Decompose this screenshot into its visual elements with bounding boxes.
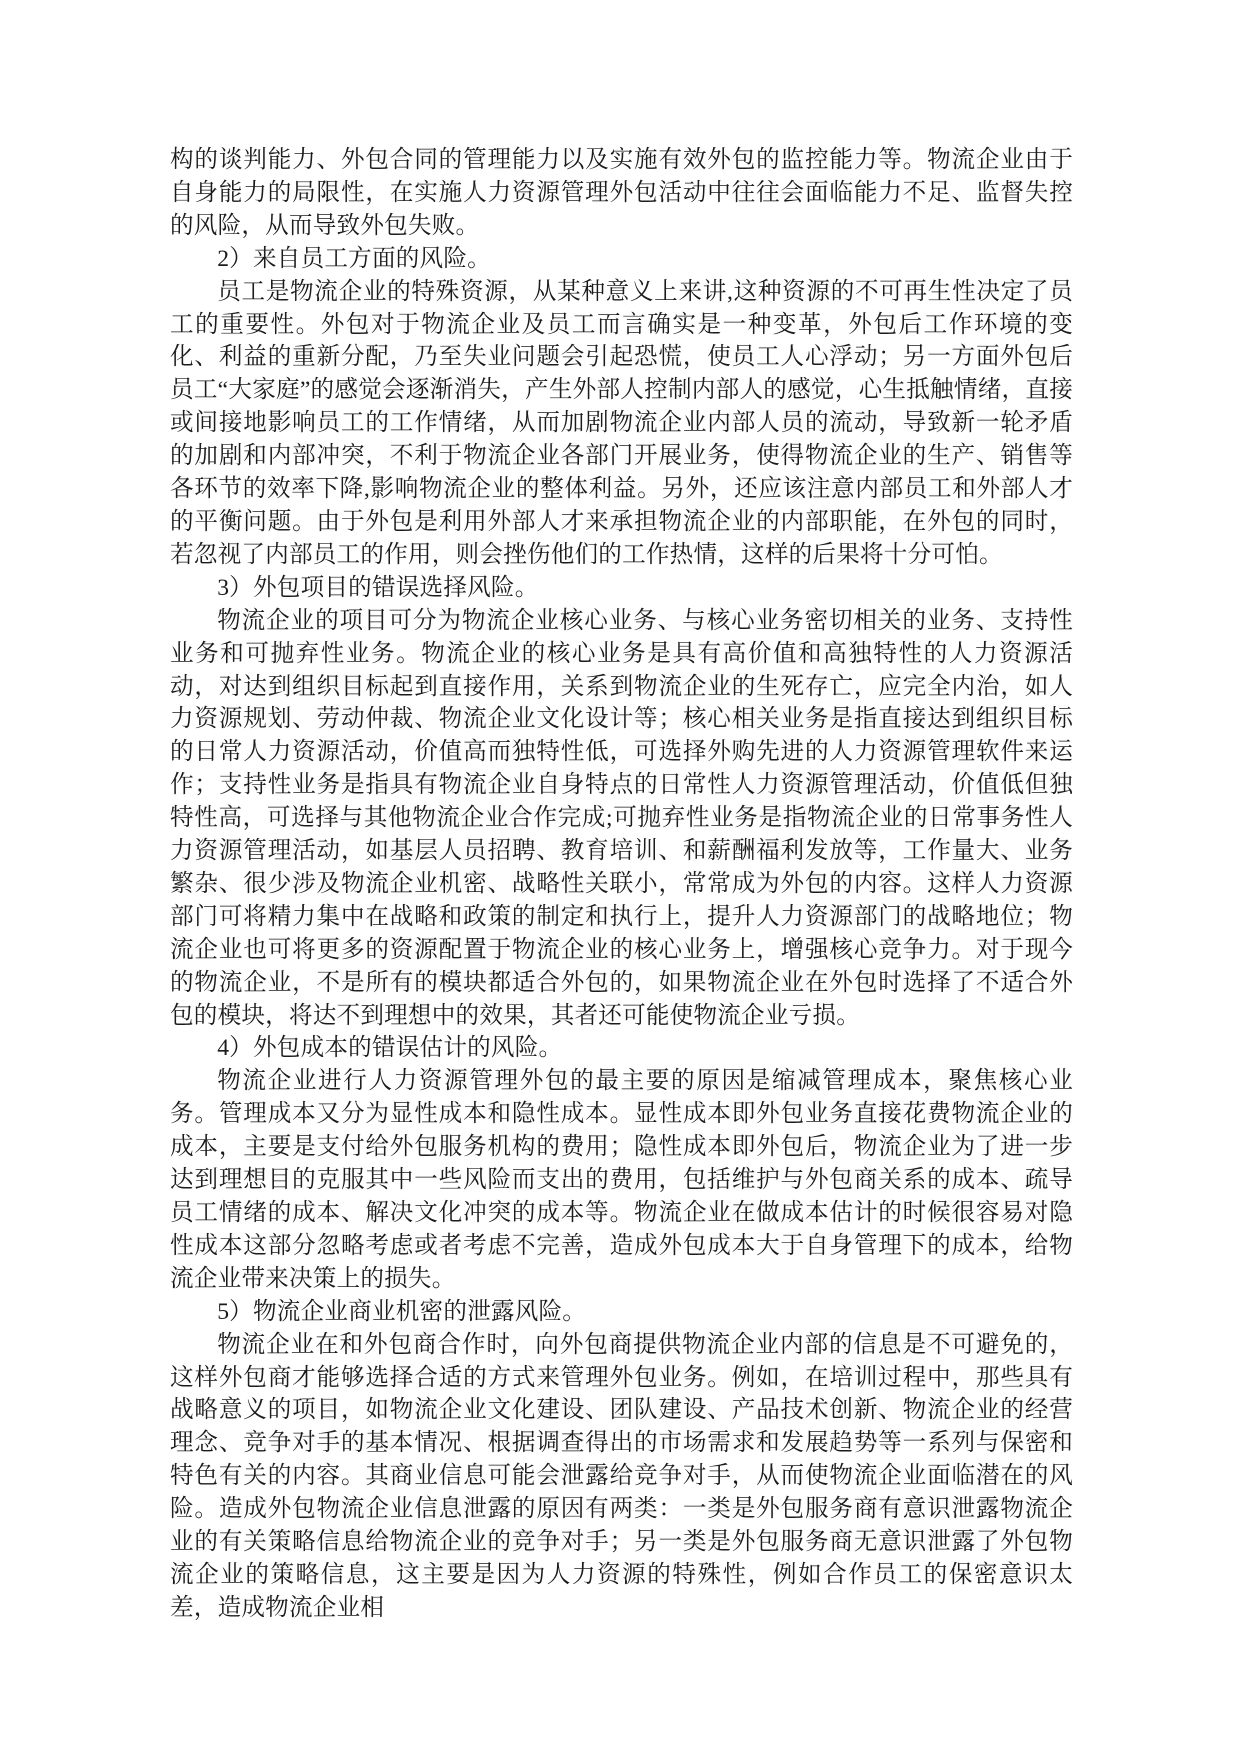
- heading-risk-item-3-project-selection: 3）外包项目的错误选择风险。: [217, 574, 539, 601]
- document-body: [170, 144, 1073, 1625]
- paragraph-project-selection-risk: 物流企业的项目可分为物流企业核心业务、与核心业务密切相关的业务、支持性业务和可抛弃性业务。物流企业的核心业务是具有高价值和高独特性的人力资源活动，对达到组织目标起到直接作用，关系到物流企业的生死存亡，应完全内治，如人力资源规划、劳动仲裁、物流企业文化设计等；核心相关业务是指直接达到组织目标的日常人力资源活动，价值高而独特性低，可选择外购先进的人力资源管理软件来运作；支持性业务是指具有物流企业自身特点的日常性人力资源管理活动，价值低但独特性高，可选择与其他物流企业合作完成;可抛弃性业务是指物流企业的日常事务性人力资源管理活动，如基层人员招聘、教育培训、和薪酬福利发放等，工作量大、业务繁杂、很少涉及物流企业机密、战略性关联小，常常成为外包的内容。这样人力资源部门可将精力集中在战略和政策的制定和执行上，提升人力资源部门的战略地位；物流企业也可将更多的资源配置于物流企业的核心业务上，增强核心竞争力。对于现今的物流企业，不是所有的模块都适合外包的，如果物流企业在外包时选择了不适合外包的模块，将达不到理想中的效果，其者还可能使物流企业亏损。: [170, 607, 1073, 1029]
- heading-risk-item-2-employee: 2）来自员工方面的风险。: [217, 245, 491, 272]
- paragraph-continuation-capability-risk: 构的谈判能力、外包合同的管理能力以及实施有效外包的监控能力等。物流企业由于自身能力的局限性，在实施人力资源管理外包活动中往往会面临能力不足、监督失控的风险，从而导致外包失败。: [170, 147, 1073, 239]
- heading-risk-item-4-cost-estimation: 4）外包成本的错误估计的风险。: [217, 1035, 563, 1062]
- heading-risk-item-5-trade-secret-leak: 5）物流企业商业机密的泄露风险。: [217, 1298, 587, 1325]
- paragraph-trade-secret-leak-risk: 物流企业在和外包商合作时，向外包商提供物流企业内部的信息是不可避免的，这样外包商才能够选择合适的方式来管理外包业务。例如，在培训过程中，那些具有战略意义的项目，如物流企业文化建设、团队建设、产品技术创新、物流企业的经营理念、竞争对手的基本情况、根据调查得出的市场需求和发展趋势等一系列与保密和特色有关的内容。其商业信息可能会泄露给竞争对手，从而使物流企业面临潜在的风险。造成外包物流企业信息泄露的原因有两类：一类是外包服务商有意识泄露物流企业的有关策略信息给物流企业的竞争对手；另一类是外包服务商无意识泄露了外包物流企业的策略信息，这主要是因为人力资源的特殊性，例如合作员工的保密意识太差，造成物流企业相: [170, 1331, 1073, 1621]
- paragraph-cost-estimation-risk: 物流企业进行人力资源管理外包的最主要的原因是缩减管理成本，聚焦核心业务。管理成本又分为显性成本和隐性成本。显性成本即外包业务直接花费物流企业的成本，主要是支付给外包服务机构的费用；隐性成本即外包后，物流企业为了进一步达到理想目的克服其中一些风险而支出的费用，包括维护与外包商关系的成本、疏导员工情绪的成本、解决文化冲突的成本等。物流企业在做成本估计的时候很容易对隐性成本这部分忽略考虑或者考虑不完善，造成外包成本大于自身管理下的成本，给物流企业带来决策上的损失。: [170, 1068, 1073, 1292]
- paragraph-employee-risk: 员工是物流企业的特殊资源，从某种意义上来讲,这种资源的不可再生性决定了员工的重要性。外包对于物流企业及员工而言确实是一种变革，外包后工作环境的变化、利益的重新分配，乃至失业问题会引起恐慌，使员工人心浮动；另一方面外包后员工“大家庭”的感觉会逐渐消失，产生外部人控制内部人的感觉，心生抵触情绪，直接或间接地影响员工的工作情绪，从而加剧物流企业内部人员的流动，导致新一轮矛盾的加剧和内部冲突，不利于物流企业各部门开展业务，使得物流企业的生产、销售等各环节的效率下降,影响物流企业的整体利益。另外，还应该注意内部员工和外部人才的平衡问题。由于外包是利用外部人才来承担物流企业的内部职能，在外包的同时，若忽视了内部员工的作用，则会挫伤他们的工作热情，这样的后果将十分可怕。: [170, 278, 1073, 568]
